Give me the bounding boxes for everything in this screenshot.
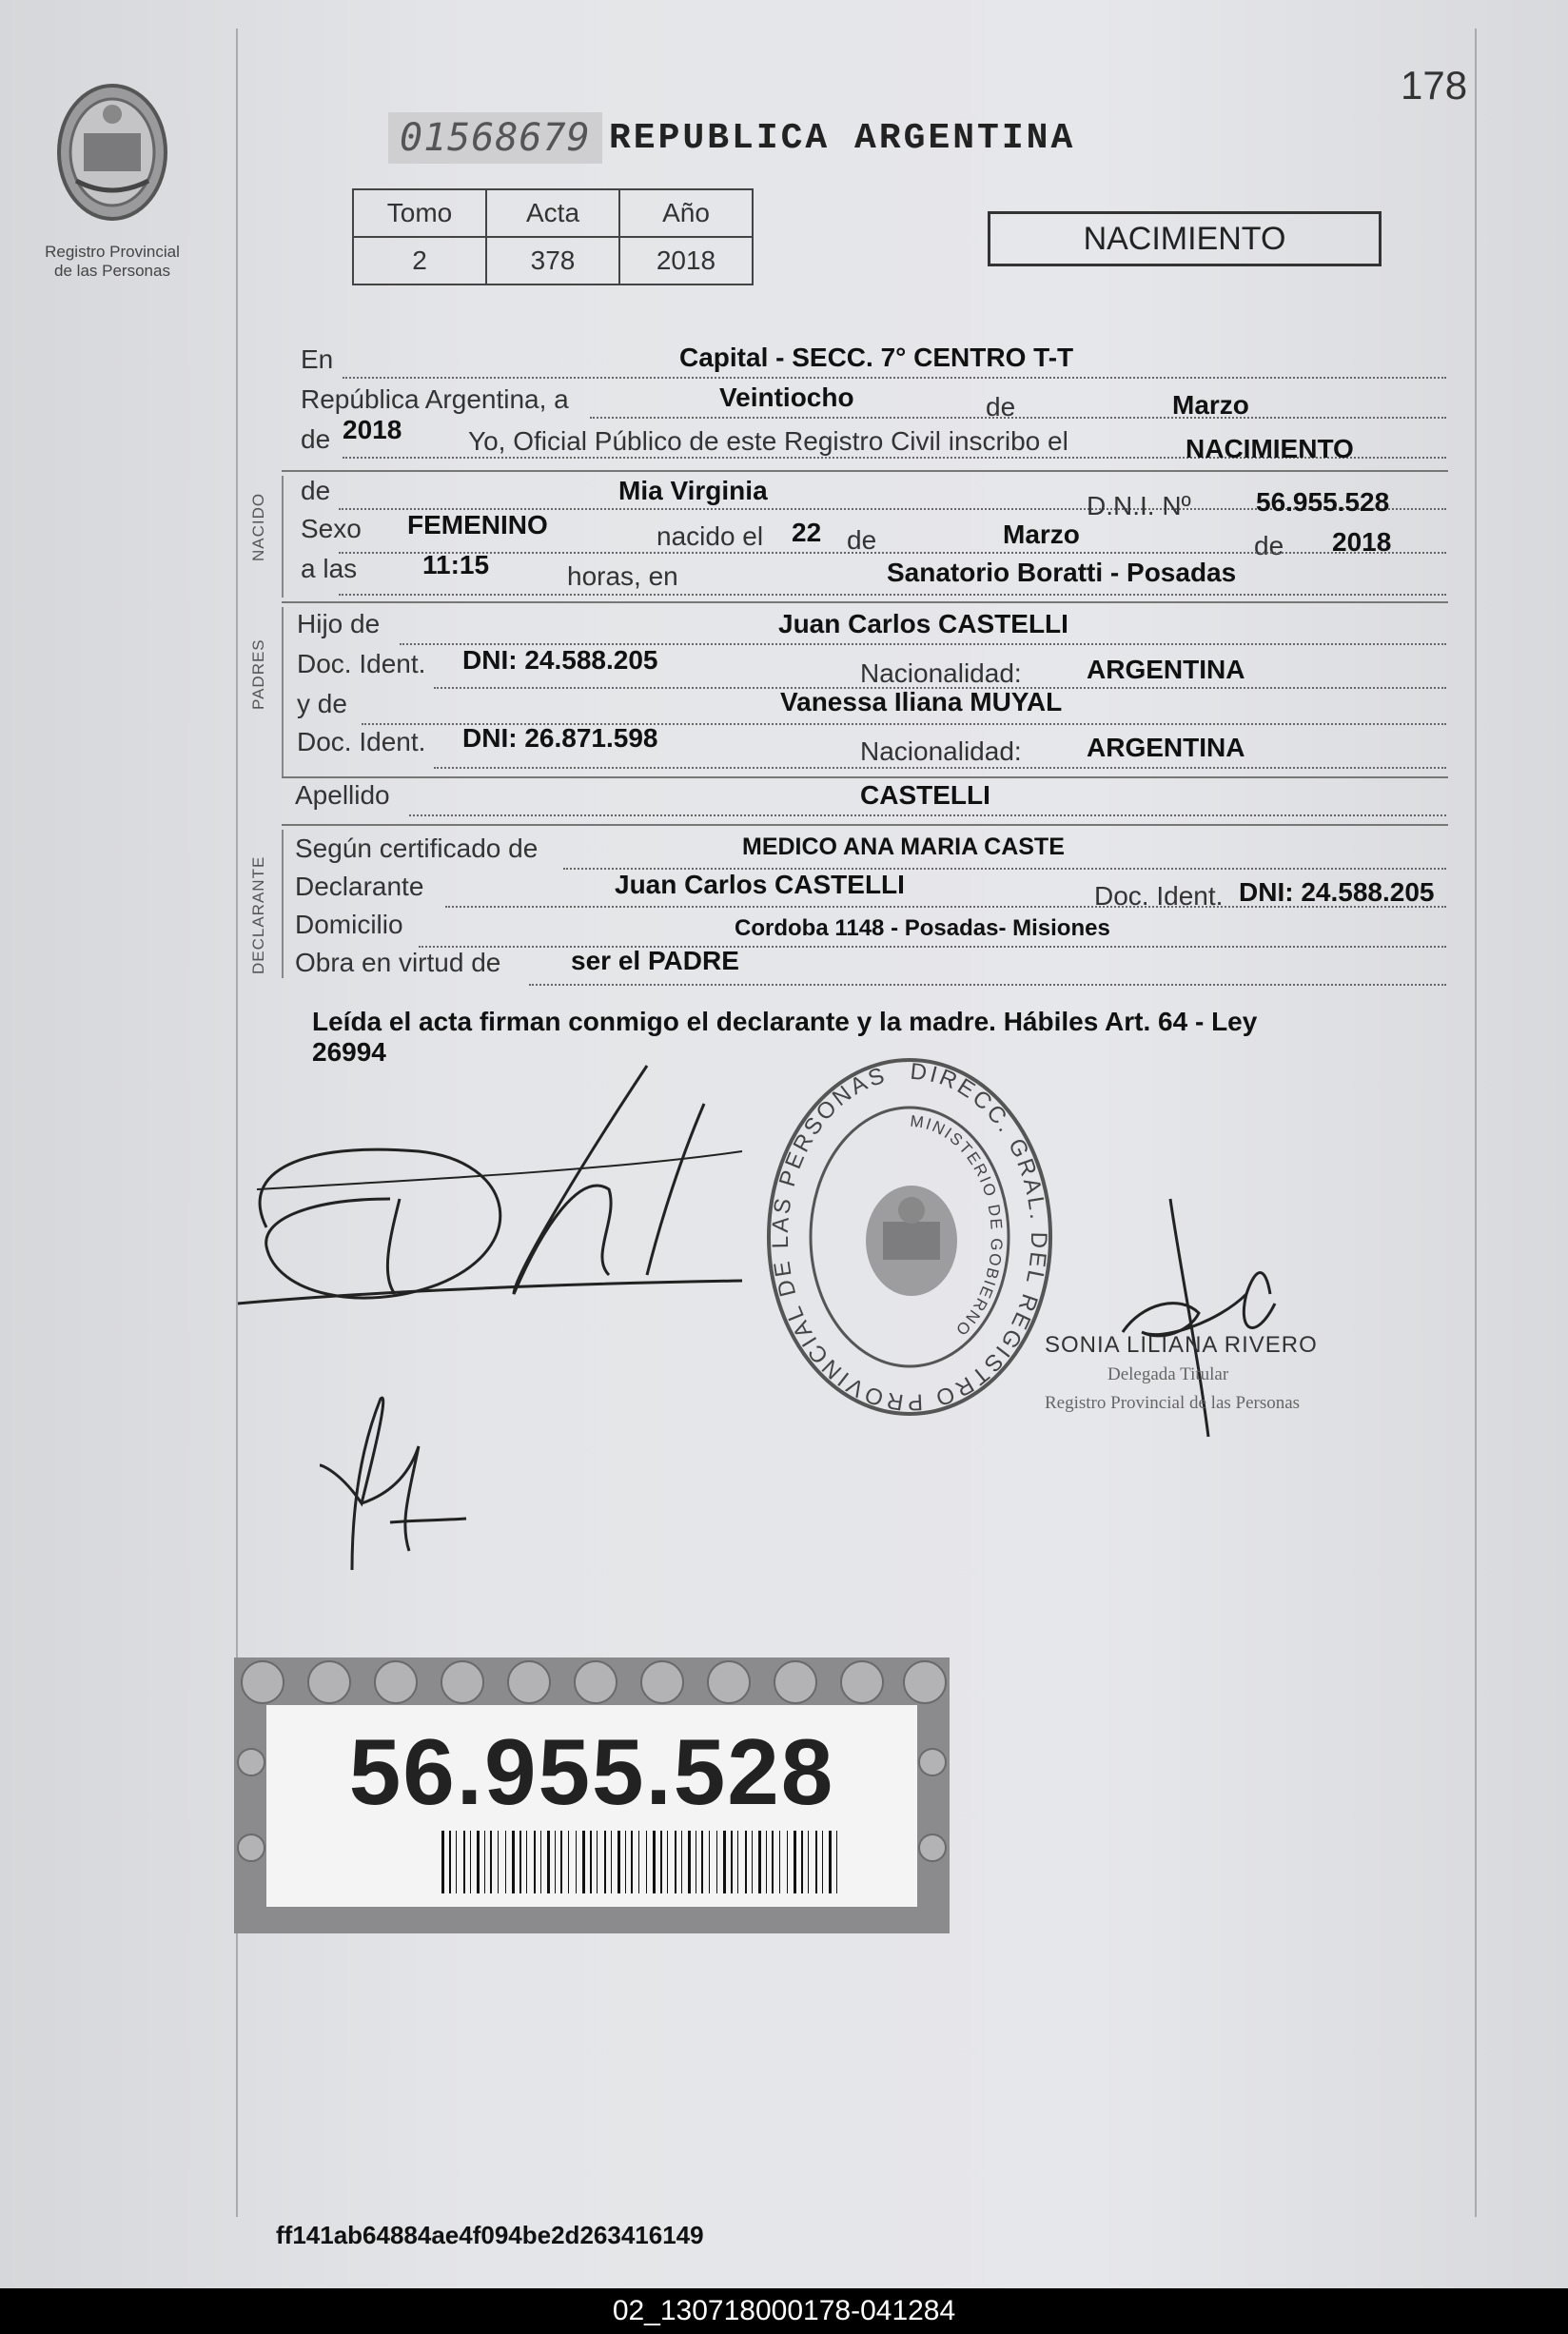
dni-sticker-number: 56.955.528 xyxy=(348,1719,835,1824)
obra-value: ser el PADRE xyxy=(571,946,739,975)
footer-bar xyxy=(0,2288,1568,2334)
provincial-crest-logo xyxy=(48,76,177,238)
y-de-label: y de xyxy=(297,689,347,718)
table-cell-tomo: 2 xyxy=(353,237,486,284)
document-hash: ff141ab64884ae4f094be2d263416149 xyxy=(276,2221,704,2249)
en-label: En xyxy=(301,344,334,374)
logo-caption xyxy=(19,243,206,281)
country-title: REPUBLICA ARGENTINA xyxy=(609,118,1076,159)
father-nat-label: Nacionalidad: xyxy=(860,658,1022,688)
cert-value: MEDICO ANA MARIA CASTE xyxy=(742,834,1065,860)
section-divider xyxy=(282,776,1448,778)
domicilio-value: Cordoba 1148 - Posadas- Misiones xyxy=(735,915,1110,941)
birth-year-value: 2018 xyxy=(1332,527,1392,557)
registry-table xyxy=(352,188,754,285)
section-divider xyxy=(282,470,1448,472)
closing-line-2: 26994 xyxy=(312,1037,386,1067)
nacido-dni-value: 56.955.528 xyxy=(1256,487,1390,517)
declarante-section-label: DECLARANTE xyxy=(249,855,267,974)
right-margin-rule xyxy=(1475,29,1477,2217)
nacido-el-label: nacido el xyxy=(657,521,764,551)
birth-day-value: 22 xyxy=(792,518,822,547)
section-divider xyxy=(282,824,1448,826)
official-role: Delegada Titular xyxy=(1107,1364,1229,1384)
sexo-value: FEMENINO xyxy=(407,510,548,539)
horas-label: horas, en xyxy=(567,561,678,591)
mother-doc-value: DNI: 26.871.598 xyxy=(462,723,658,753)
official-office: Registro Provincial de las Personas xyxy=(1045,1393,1301,1413)
declarante-doc-label: Doc. Ident. xyxy=(1094,881,1224,911)
place-dotted-line xyxy=(339,594,1446,596)
birth-place-value: Sanatorio Boratti - Posadas xyxy=(887,558,1237,587)
obra-label: Obra en virtud de xyxy=(295,948,501,977)
official-seal xyxy=(757,1050,1062,1422)
table-cell-anio: 2018 xyxy=(619,237,753,284)
hijo-de-label: Hijo de xyxy=(297,609,381,638)
dni-sticker-inner xyxy=(266,1705,917,1907)
a-las-label: a las xyxy=(301,554,358,583)
record-type-box: NACIMIENTO xyxy=(988,211,1382,266)
oficial-text: Yo, Oficial Público de este Registro Civil inscribo el xyxy=(468,426,1068,456)
footer-code: 02_130718000178-041284 xyxy=(612,2295,956,2326)
declarante-value: Juan Carlos CASTELLI xyxy=(615,870,905,899)
seal-inner-text: MINISTERIO DE GOBIERNO xyxy=(909,1111,1007,1341)
nacido-section-label: NACIDO xyxy=(249,492,267,561)
birth-de-year-label: de xyxy=(1254,531,1284,560)
table-header-anio: Año xyxy=(619,189,753,237)
de-year-label: de xyxy=(301,424,331,454)
father-doc-value: DNI: 24.588.205 xyxy=(462,645,658,675)
mother-name-value: Vanessa Iliana MUYAL xyxy=(780,687,1063,716)
father-nat-value: ARGENTINA xyxy=(1087,655,1245,684)
time-value: 11:15 xyxy=(422,550,490,579)
mother-nat-value: ARGENTINA xyxy=(1087,733,1245,762)
declarante-label: Declarante xyxy=(295,872,424,901)
table-header-acta: Acta xyxy=(486,189,619,237)
table-header-tomo: Tomo xyxy=(353,189,486,237)
seal-graphic xyxy=(757,1050,1062,1422)
domicilio-label: Domicilio xyxy=(295,910,403,939)
serial-number: 01568679 xyxy=(388,112,602,164)
official-name: SONIA LILIANA RIVERO xyxy=(1045,1332,1318,1358)
barcode xyxy=(441,1831,841,1897)
declarante-section-bar xyxy=(282,830,284,978)
date-dotted-line xyxy=(590,417,1446,419)
sexo-label: Sexo xyxy=(301,514,362,543)
closing-line-1: Leída el acta firman conmigo el declarante y la madre. Hábiles Art. 64 - Ley xyxy=(312,1007,1258,1036)
birth-month-value: Marzo xyxy=(1003,520,1080,549)
month-value: Marzo xyxy=(1172,390,1249,420)
day-value: Veintiocho xyxy=(719,382,854,412)
cert-label: Según certificado de xyxy=(295,834,539,863)
act-value: NACIMIENTO xyxy=(1186,434,1354,463)
en-value: Capital - SECC. 7° CENTRO T-T xyxy=(679,343,1074,372)
apellido-label: Apellido xyxy=(295,780,390,810)
obra-dotted-line xyxy=(529,984,1446,986)
en-dotted-line xyxy=(343,377,1446,379)
table-cell-acta: 378 xyxy=(486,237,619,284)
birth-de-label: de xyxy=(847,525,877,555)
registry-table-header xyxy=(353,189,753,237)
dni-label: D.N.I. Nº xyxy=(1087,491,1191,520)
father-name-value: Juan Carlos CASTELLI xyxy=(778,609,1068,638)
nacido-section-bar xyxy=(282,476,284,598)
nacido-name-value: Mia Virginia xyxy=(618,476,768,505)
sexo-dotted-line xyxy=(339,552,1446,554)
de-label: de xyxy=(986,392,1016,422)
section-divider xyxy=(282,601,1448,603)
year-value: 2018 xyxy=(343,415,402,444)
apellido-dotted-line xyxy=(409,814,1446,816)
apellido-value: CASTELLI xyxy=(860,780,990,810)
nacido-de-label: de xyxy=(301,476,331,505)
padres-section-bar xyxy=(282,607,284,778)
declarant-signature xyxy=(228,1056,761,1323)
logo-caption-line-2: de las Personas xyxy=(54,262,170,280)
father-doc-label: Doc. Ident. xyxy=(297,649,426,678)
page-number: 178 xyxy=(1401,63,1468,108)
padres-section-label: PADRES xyxy=(249,638,267,710)
dni-sticker xyxy=(234,1657,950,1933)
mother-nat-label: Nacionalidad: xyxy=(860,736,1022,766)
registry-table-row xyxy=(353,237,753,284)
declarante-doc-value: DNI: 24.588.205 xyxy=(1239,877,1435,907)
mother-doc-label: Doc. Ident. xyxy=(297,727,426,756)
republica-label: República Argentina, a xyxy=(301,384,569,414)
mother-signature xyxy=(304,1389,476,1579)
declarante-dotted-line xyxy=(445,906,1446,908)
logo-caption-line-1: Registro Provincial xyxy=(45,243,180,261)
mother-doc-dotted-line xyxy=(434,767,1446,769)
seal-outer-text: DIRECC. GRAL. DEL REGISTRO PROVINCIAL DE LAS PERSONAS xyxy=(767,1058,1052,1416)
